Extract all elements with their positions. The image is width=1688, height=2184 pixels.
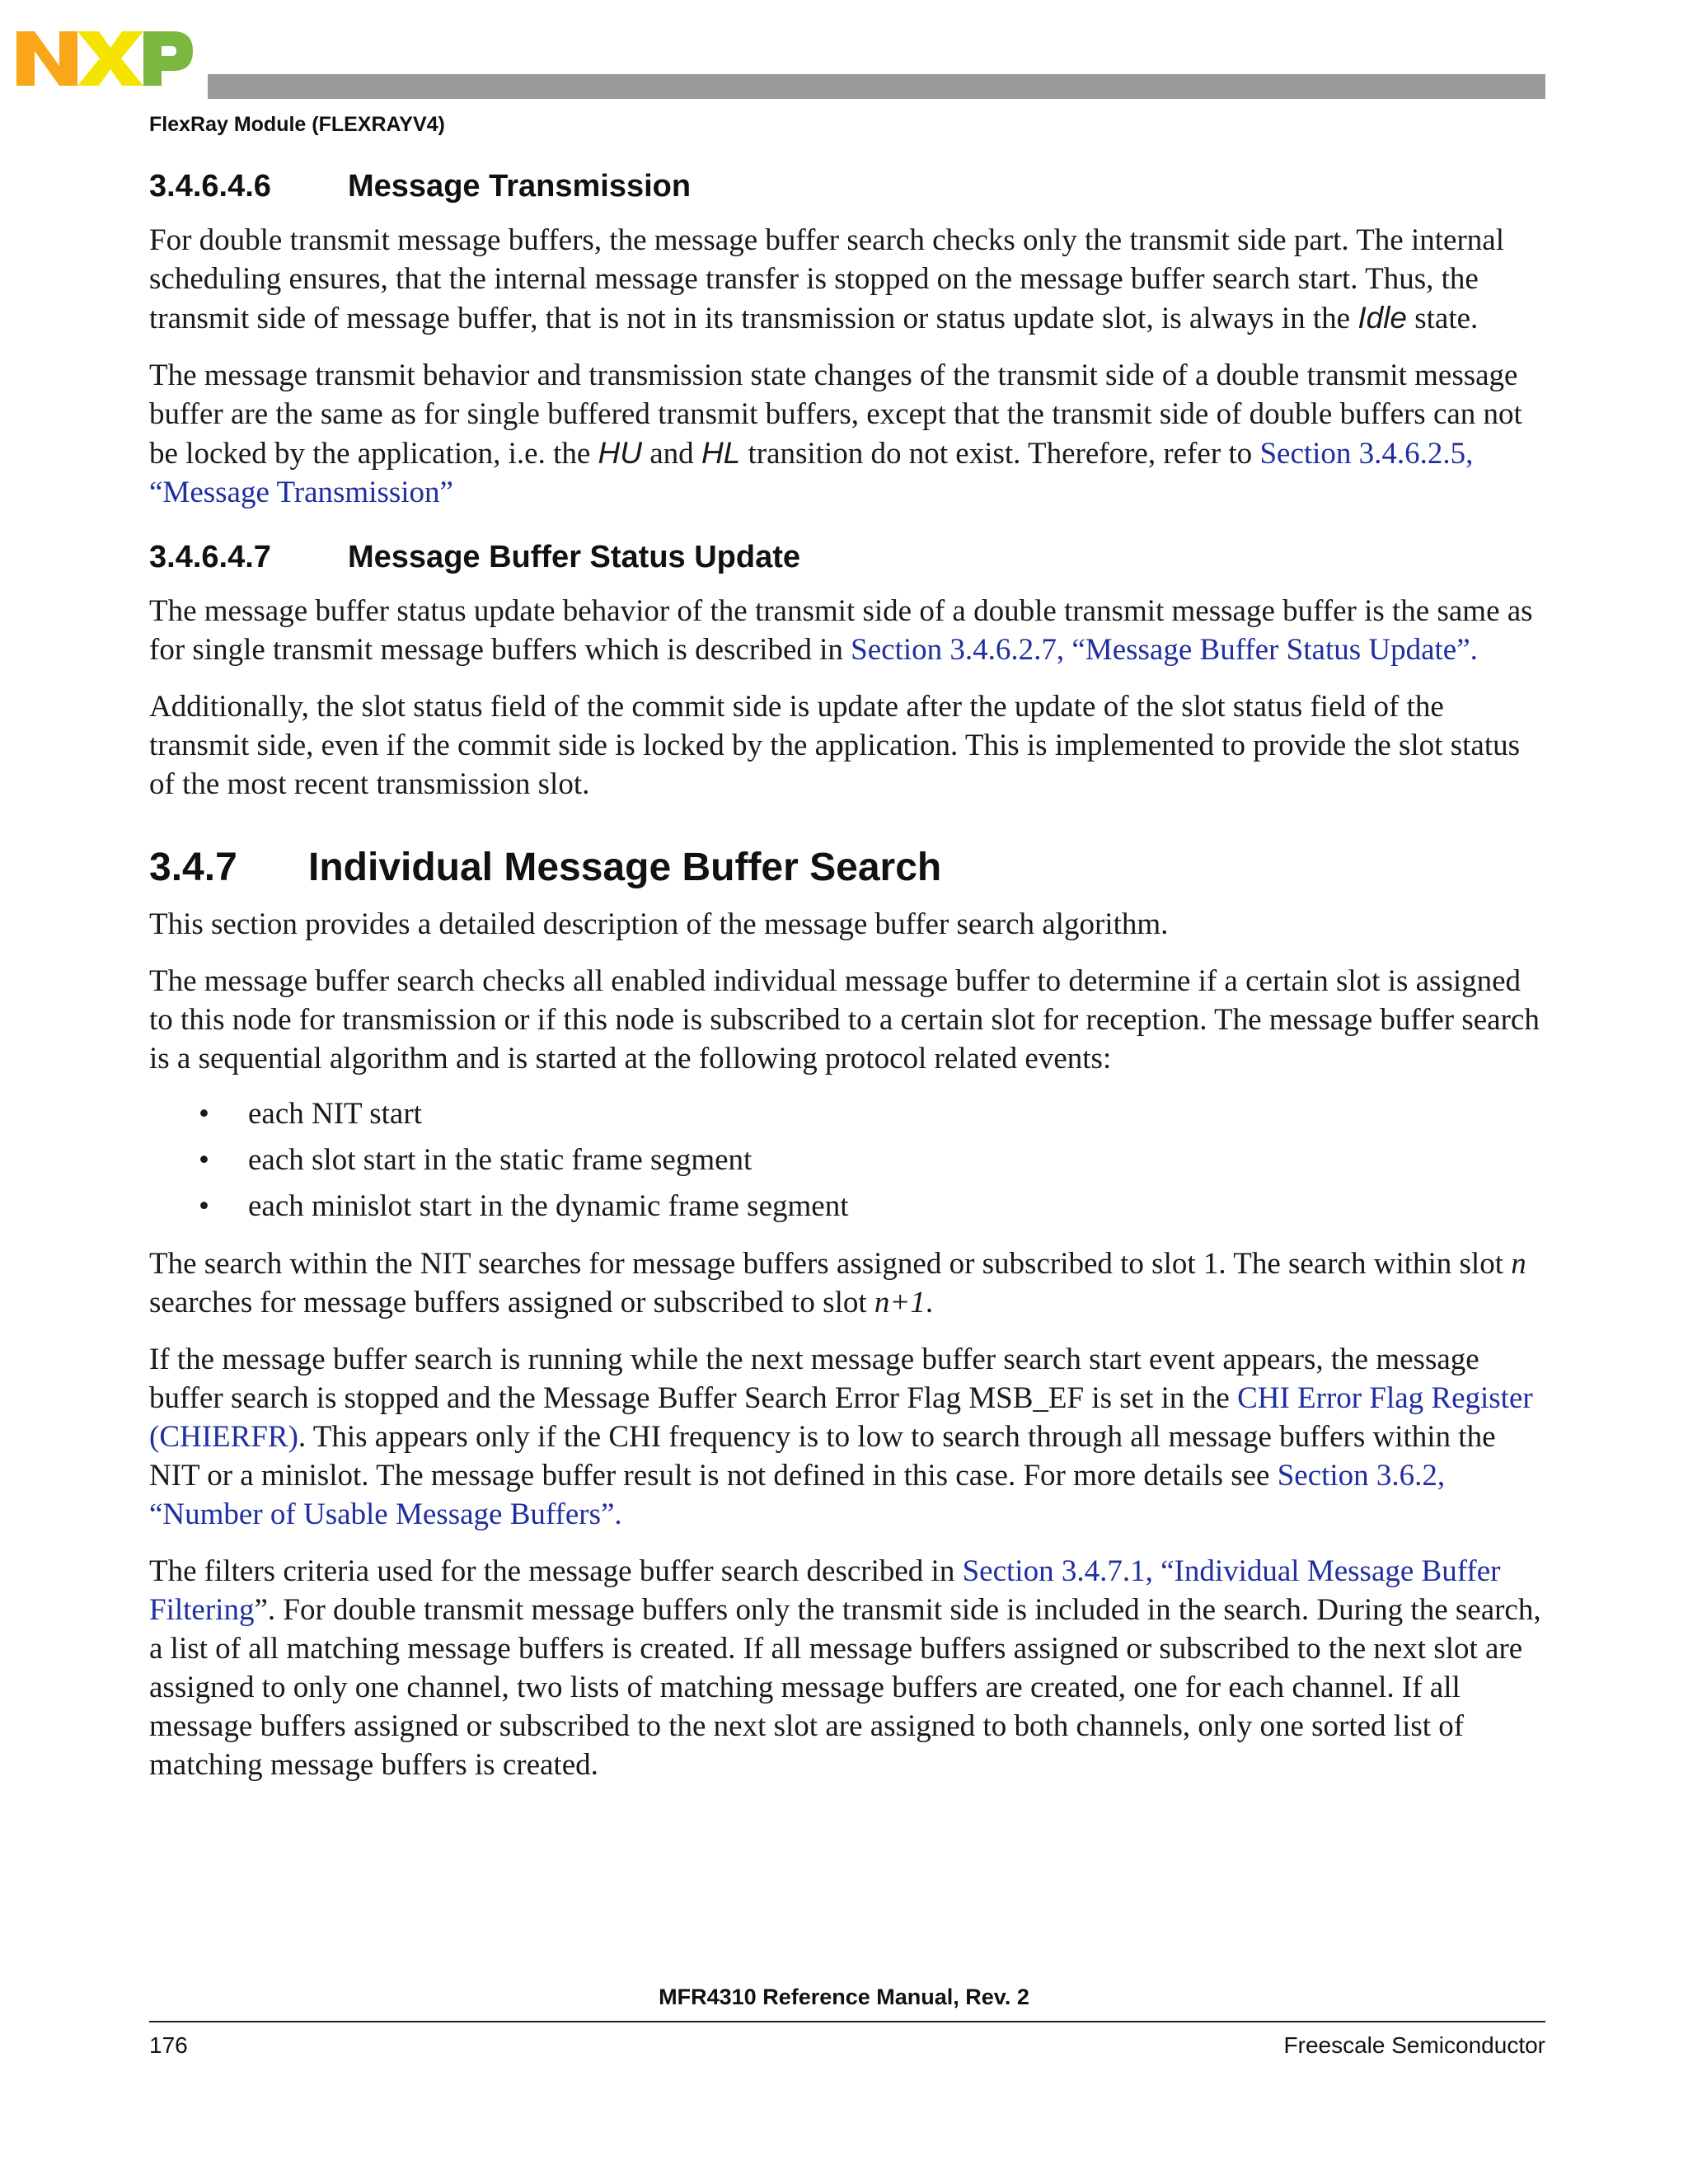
publisher-name: Freescale Semiconductor [1283, 2032, 1545, 2058]
paragraph [149, 592, 1544, 669]
text: searches for message buffers assigned or subscribed to slot [149, 1286, 874, 1319]
footer-divider [149, 2021, 1545, 2022]
list-item-text: each NIT start [248, 1097, 422, 1131]
section-number: 3.4.7 [149, 846, 237, 889]
section-number: 3.4.6.4.7 [149, 540, 271, 574]
page-content [149, 169, 1544, 1802]
transition-name: HU [598, 436, 642, 470]
bullet-glyph: • [199, 1097, 209, 1131]
section-title: Message Buffer Status Update [348, 540, 801, 574]
cross-reference-link[interactable]: Section 3.6.2, “Number of Usable Message Buffers”. [149, 1459, 1446, 1531]
section-number: 3.4.6.4.6 [149, 169, 271, 204]
running-head: FlexRay Module (FLEXRAYV4) [149, 113, 445, 136]
text: ”. For double transmit message buffers only the transmit side is included in the search. During the search, a list of all matching message buffers is created. If all message buffers assigned or subscribed to the next slot are assigned to only one channel, two lists of matching message buffers are created, one for each channel. If all message buffers assigned or subscribed to the next slot are assigned to both channels, only one sorted list of matching message buffers is created. [149, 1593, 1541, 1782]
variable: n+1 [874, 1286, 926, 1319]
list-item [149, 1091, 1544, 1137]
text: The search within the NIT searches for message buffers assigned or subscribed to slot 1. The search within slot [149, 1247, 1512, 1281]
header-bar [208, 74, 1545, 99]
section-heading-3-4-6-4-6 [149, 169, 1544, 204]
paragraph [149, 221, 1544, 338]
text: and [642, 437, 701, 471]
list-item-text: each slot start in the static frame segment [248, 1143, 753, 1177]
paragraph [149, 356, 1544, 512]
paragraph [149, 1552, 1544, 1784]
footer-manual-title: MFR4310 Reference Manual, Rev. 2 [659, 1985, 1029, 2009]
cross-reference-link[interactable]: Section 3.4.6.2.7, “Message Buffer Status Update”. [851, 633, 1478, 667]
section-title: Individual Message Buffer Search [308, 846, 942, 889]
section-heading-3-4-7 [149, 845, 1544, 890]
paragraph [149, 1340, 1544, 1534]
text: . This appears only if the CHI frequency is to low to search through all message buffers within the NIT or a minislot. The message buffer result is not defined in this case. For more details see [149, 1420, 1496, 1493]
page-number: 176 [149, 2032, 188, 2058]
bullet-glyph: • [199, 1143, 209, 1177]
text: The filters criteria used for the message buffer search described in [149, 1554, 963, 1588]
paragraph: This section provides a detailed description of the message buffer search algorithm. [149, 907, 1169, 941]
state-name: Idle [1357, 301, 1407, 335]
text: transition do not exist. Therefore, refer to [740, 437, 1260, 471]
text: For double transmit message buffers, the message buffer search checks only the transmit side part. The internal scheduling ensures, that the internal message transfer is stopped on the message buffer search start. Thus, the transmit side of message buffer, that is not in its transmission or status update slot, is always in the [149, 223, 1504, 335]
list-item-text: each minislot start in the dynamic frame segment [248, 1189, 849, 1223]
list-item [149, 1137, 1544, 1183]
bullet-list [149, 1091, 1544, 1230]
text: If the message buffer search is running while the next message buffer search start event appears, the message buffer search is stopped and the Message Buffer Search Error Flag MSB_EF is set in the [149, 1343, 1479, 1415]
cross-reference-link[interactable]: Section 3.4.6.2.5, “Message Transmission” [149, 437, 1474, 509]
paragraph [149, 1244, 1544, 1322]
paragraph: Additionally, the slot status field of the commit side is update after the update of the slot status field of the transmit side, even if the commit side is locked by the application. This is implemented to provide the slot status of the most recent transmission slot. [149, 690, 1520, 801]
cross-reference-link[interactable]: Section 3.4.7.1, “Individual Message Buffer Filtering [149, 1554, 1501, 1627]
text: The message buffer status update behavior of the transmit side of a double transmit message buffer is the same as for single transmit message buffers which is described in [149, 594, 1533, 667]
section-heading-3-4-6-4-7 [149, 540, 1544, 575]
text: . [925, 1286, 934, 1319]
cross-reference-link[interactable]: CHI Error Flag Register (CHIERFR) [149, 1381, 1533, 1454]
paragraph: The message buffer search checks all enabled individual message buffer to determine if a certain slot is assigned to this node for transmission or if this node is subscribed to a certain slot for reception. The message buffer search is a sequential algorithm and is started at the following protocol related events: [149, 964, 1540, 1076]
variable: n [1511, 1247, 1526, 1281]
text: state. [1407, 302, 1479, 335]
list-item [149, 1183, 1544, 1230]
bullet-glyph: • [199, 1189, 209, 1223]
text: The message transmit behavior and transmission state changes of the transmit side of a double transmit message buffer are the same as for single buffered transmit buffers, except that the transmit side of double buffers can not be locked by the application, i.e. the [149, 359, 1522, 471]
nxp-logo [16, 26, 194, 89]
transition-name: HL [701, 436, 741, 470]
section-title: Message Transmission [348, 169, 692, 204]
